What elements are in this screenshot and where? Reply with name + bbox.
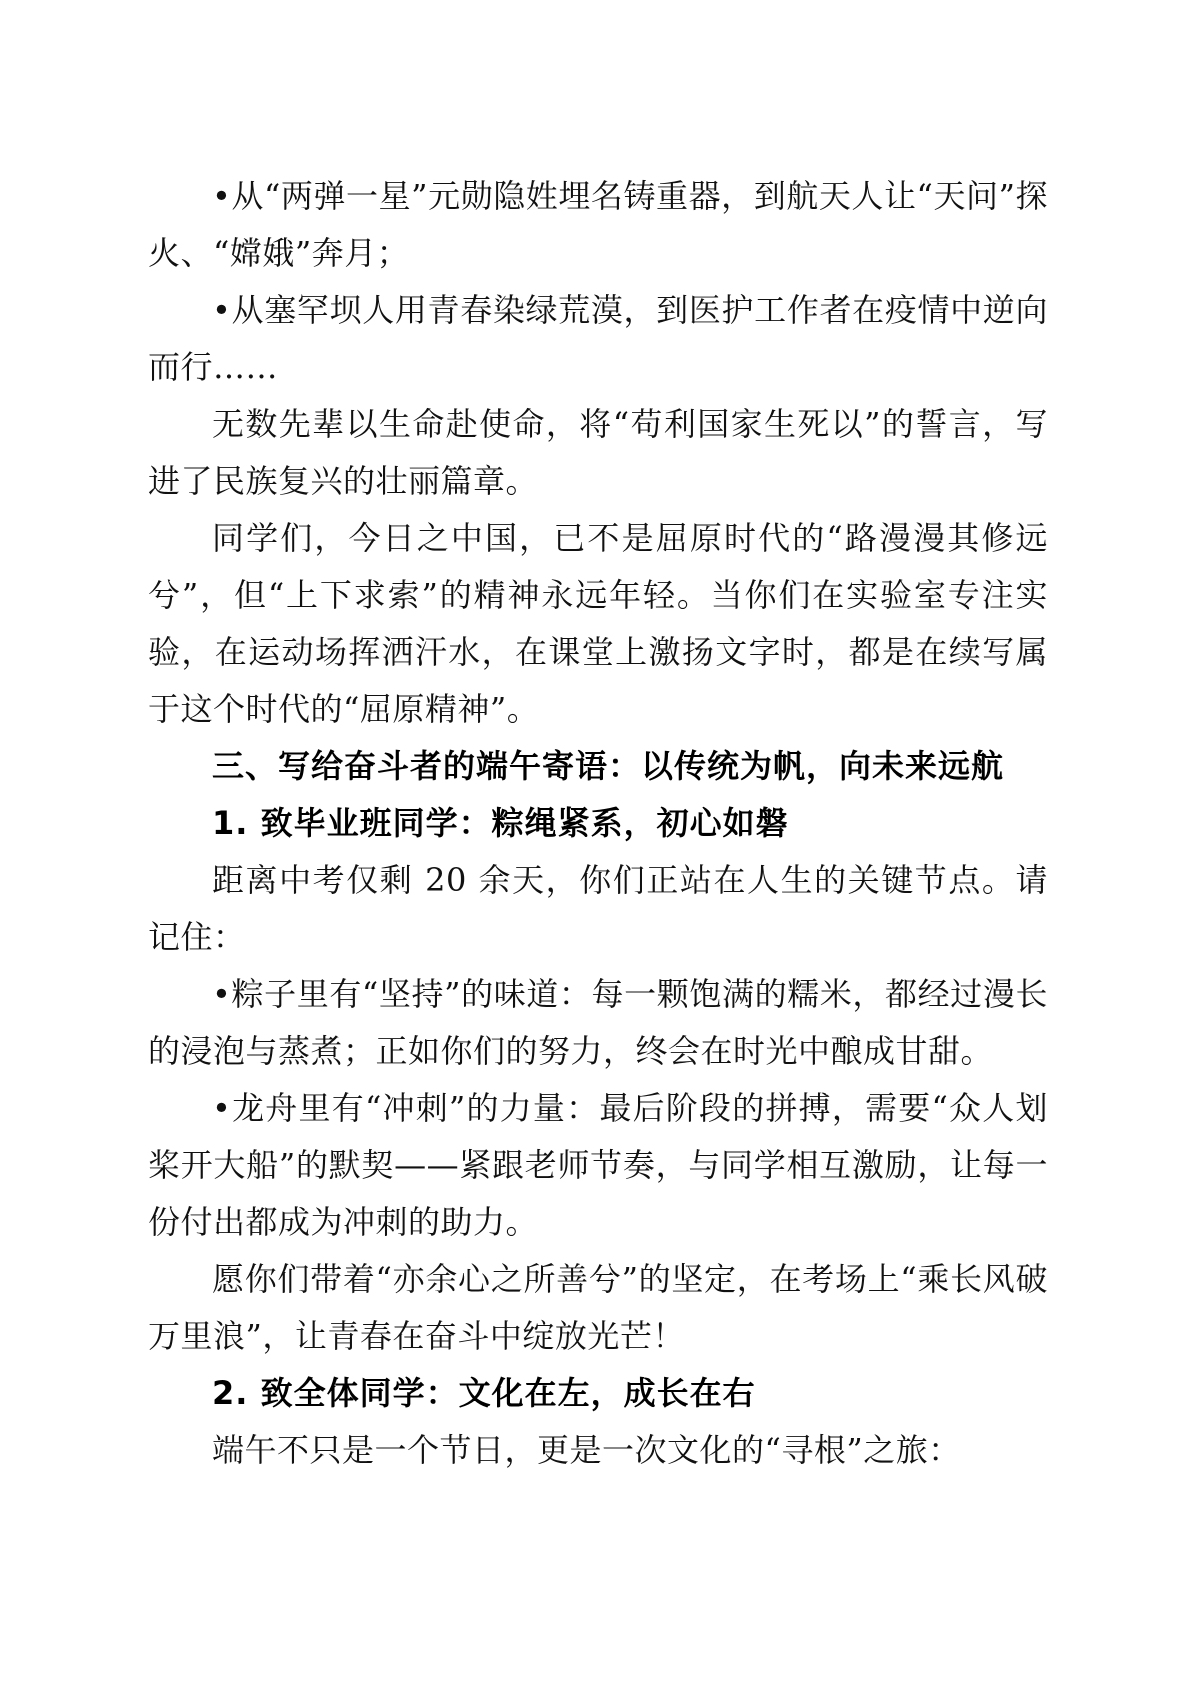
bullet-paragraph: •从“两弹一星”元勋隐姓埋名铸重器，到航天人让“天问”探火、“嫦娥”奔月； xyxy=(148,177,1048,272)
bullet-paragraph: •龙舟里有“冲刺”的力量：最后阶段的拼搏，需要“众人划桨开大船”的默契——紧跟老师节奏，与同学相互激励，让每一份付出都成为冲刺的助力。 xyxy=(148,1089,1048,1241)
body-paragraph: 无数先辈以生命赴使命，将“苟利国家生死以”的誓言，写进了民族复兴的壮丽篇章。 xyxy=(148,405,1048,500)
section-heading: 三、写给奋斗者的端午寄语：以传统为帆，向未来远航 xyxy=(212,747,1005,785)
body-paragraph: 同学们，今日之中国，已不是屈原时代的“路漫漫其修远兮”，但“上下求索”的精神永远年轻。当你们在实验室专注实验，在运动场挥洒汗水，在课堂上激扬文字时，都是在续写属于这个时代的“屈原精神”。 xyxy=(148,519,1048,728)
bullet-paragraph: •从塞罕坝人用青春染绿荒漠，到医护工作者在疫情中逆向而行…… xyxy=(148,291,1048,386)
document-body xyxy=(148,168,1048,1479)
body-paragraph: 端午不只是一个节日，更是一次文化的“寻根”之旅： xyxy=(212,1431,961,1469)
bullet-paragraph: •粽子里有“坚持”的味道：每一颗饱满的糯米，都经过漫长的浸泡与蒸煮；正如你们的努力，终会在时光中酿成甘甜。 xyxy=(148,975,1048,1070)
subsection-heading: 1. 致毕业班同学：粽绳紧系，初心如磐 xyxy=(212,804,789,842)
body-paragraph: 愿你们带着“亦余心之所善兮”的坚定，在考场上“乘长风破万里浪”，让青春在奋斗中绽放光芒！ xyxy=(148,1260,1048,1355)
body-paragraph: 距离中考仅剩 20 余天，你们正站在人生的关键节点。请记住： xyxy=(148,861,1048,956)
subsection-heading: 2. 致全体同学：文化在左，成长在右 xyxy=(212,1374,756,1412)
